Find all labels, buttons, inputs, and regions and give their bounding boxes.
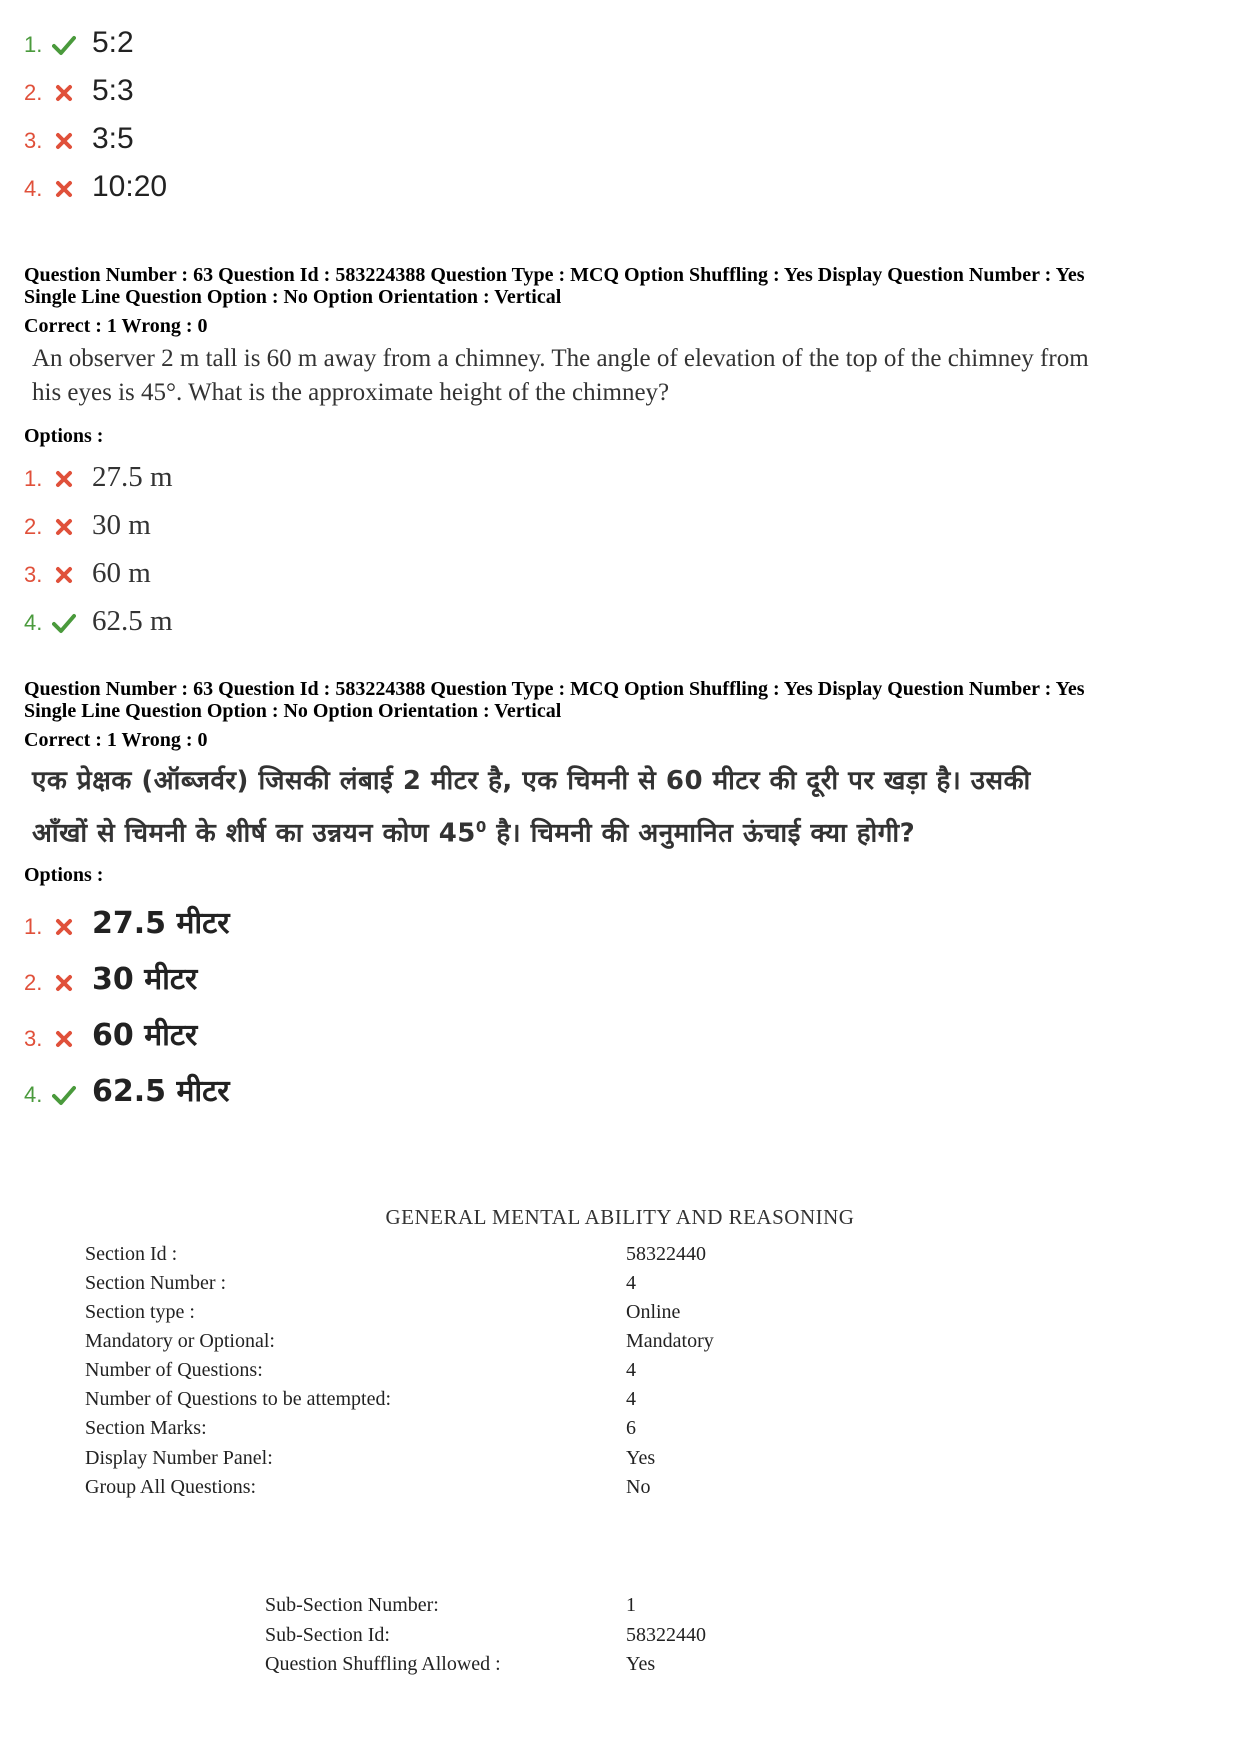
option-text: 27.5 m (92, 461, 173, 493)
question-text-line: his eyes is 45°. What is the approximate height of the chimney? (32, 379, 670, 406)
option-number: 3. (24, 1026, 43, 1051)
option-number: 2. (24, 80, 43, 105)
option-text: 5:3 (92, 74, 134, 107)
option-text: 27.5 मीटर (92, 906, 230, 941)
section-value: 58322440 (626, 1243, 706, 1265)
question-text (32, 758, 1222, 857)
question-meta (24, 678, 1084, 722)
cross-icon (52, 1028, 76, 1050)
options-label: Options : (24, 864, 104, 886)
section-value: Yes (626, 1447, 656, 1469)
option-text: 62.5 मीटर (92, 1074, 230, 1109)
cross-icon (52, 130, 76, 152)
question-text-line: एक प्रेक्षक (ऑब्जर्वर) जिसकी लंबाई 2 मीटर है, एक चिमनी से 60 मीटर की दूरी पर खड़ा है। उसकी (32, 766, 1031, 796)
question-text-segment: है। चिमनी की अनुमानित ऊंचाई क्या होगी? (486, 818, 916, 849)
option-number: 2. (24, 970, 43, 995)
question-text-line (32, 804, 1222, 857)
cross-icon (52, 916, 76, 938)
section-label: Number of Questions to be attempted: (85, 1388, 392, 1410)
section-label: Section type : (85, 1301, 195, 1323)
subsection-label: Sub-Section Number: (265, 1594, 439, 1616)
section-value: 4 (626, 1359, 636, 1381)
option-number: 1. (24, 466, 43, 491)
question-score: Correct : 1 Wrong : 0 (24, 315, 208, 337)
option-number: 1. (24, 914, 43, 939)
option-number: 2. (24, 514, 43, 539)
section-value: Mandatory (626, 1330, 714, 1352)
option-text: 62.5 m (92, 605, 173, 637)
section-label: Section Number : (85, 1272, 227, 1294)
section-label: Group All Questions: (85, 1476, 257, 1498)
section-value: No (626, 1476, 651, 1498)
cross-icon (52, 516, 76, 538)
section-label: Number of Questions: (85, 1359, 263, 1381)
option-number: 4. (24, 610, 43, 635)
option-number: 1. (24, 32, 43, 57)
cross-icon (52, 564, 76, 586)
question-meta-line: Question Number : 63 Question Id : 583224388 Question Type : MCQ Option Shuffling : Yes Display Question Number : Yes (24, 264, 1085, 286)
question-meta-line: Single Line Question Option : No Option Orientation : Vertical (24, 700, 562, 722)
section-value: 4 (626, 1272, 636, 1294)
option-number: 3. (24, 128, 43, 153)
option-text: 3:5 (92, 122, 134, 155)
section-label: Display Number Panel: (85, 1447, 273, 1469)
option-text: 10:20 (92, 170, 168, 203)
section-title: GENERAL MENTAL ABILITY AND REASONING (385, 1205, 855, 1229)
cross-icon (52, 468, 76, 490)
superscript: 0 (475, 818, 487, 836)
section-value: Online (626, 1301, 681, 1323)
question-text-line: An observer 2 m tall is 60 m away from a chimney. The angle of elevation of the top of the chimney from (32, 345, 1089, 372)
option-number: 4. (24, 1082, 43, 1107)
section-label: Mandatory or Optional: (85, 1330, 275, 1352)
option-text: 30 मीटर (92, 962, 198, 997)
check-icon (52, 612, 76, 634)
question-meta (24, 264, 1084, 308)
option-text: 60 m (92, 557, 151, 589)
cross-icon (52, 178, 76, 200)
check-icon (52, 1084, 76, 1106)
cross-icon (52, 972, 76, 994)
option-number: 4. (24, 176, 43, 201)
subsection-label: Sub-Section Id: (265, 1624, 390, 1646)
subsection-value: 58322440 (626, 1624, 706, 1646)
section-label: Section Id : (85, 1243, 178, 1265)
subsection-value: 1 (626, 1594, 636, 1616)
option-number: 3. (24, 562, 43, 587)
subsection-value: Yes (626, 1653, 656, 1675)
question-meta-line: Question Number : 63 Question Id : 583224388 Question Type : MCQ Option Shuffling : Yes Display Question Number : Yes (24, 678, 1085, 700)
section-label: Section Marks: (85, 1417, 207, 1439)
question-text-segment: आँखों से चिमनी के शीर्ष का उन्नयन कोण 45 (32, 818, 476, 849)
question-meta-line: Single Line Question Option : No Option Orientation : Vertical (24, 286, 562, 308)
option-text: 60 मीटर (92, 1018, 198, 1053)
section-value: 4 (626, 1388, 636, 1410)
question-text (32, 342, 1222, 410)
subsection-label: Question Shuffling Allowed : (265, 1653, 501, 1675)
options-label: Options : (24, 425, 104, 447)
option-text: 5:2 (92, 26, 134, 59)
option-text: 30 m (92, 509, 151, 541)
question-score: Correct : 1 Wrong : 0 (24, 729, 208, 751)
check-icon (52, 34, 76, 56)
cross-icon (52, 82, 76, 104)
section-value: 6 (626, 1417, 636, 1439)
